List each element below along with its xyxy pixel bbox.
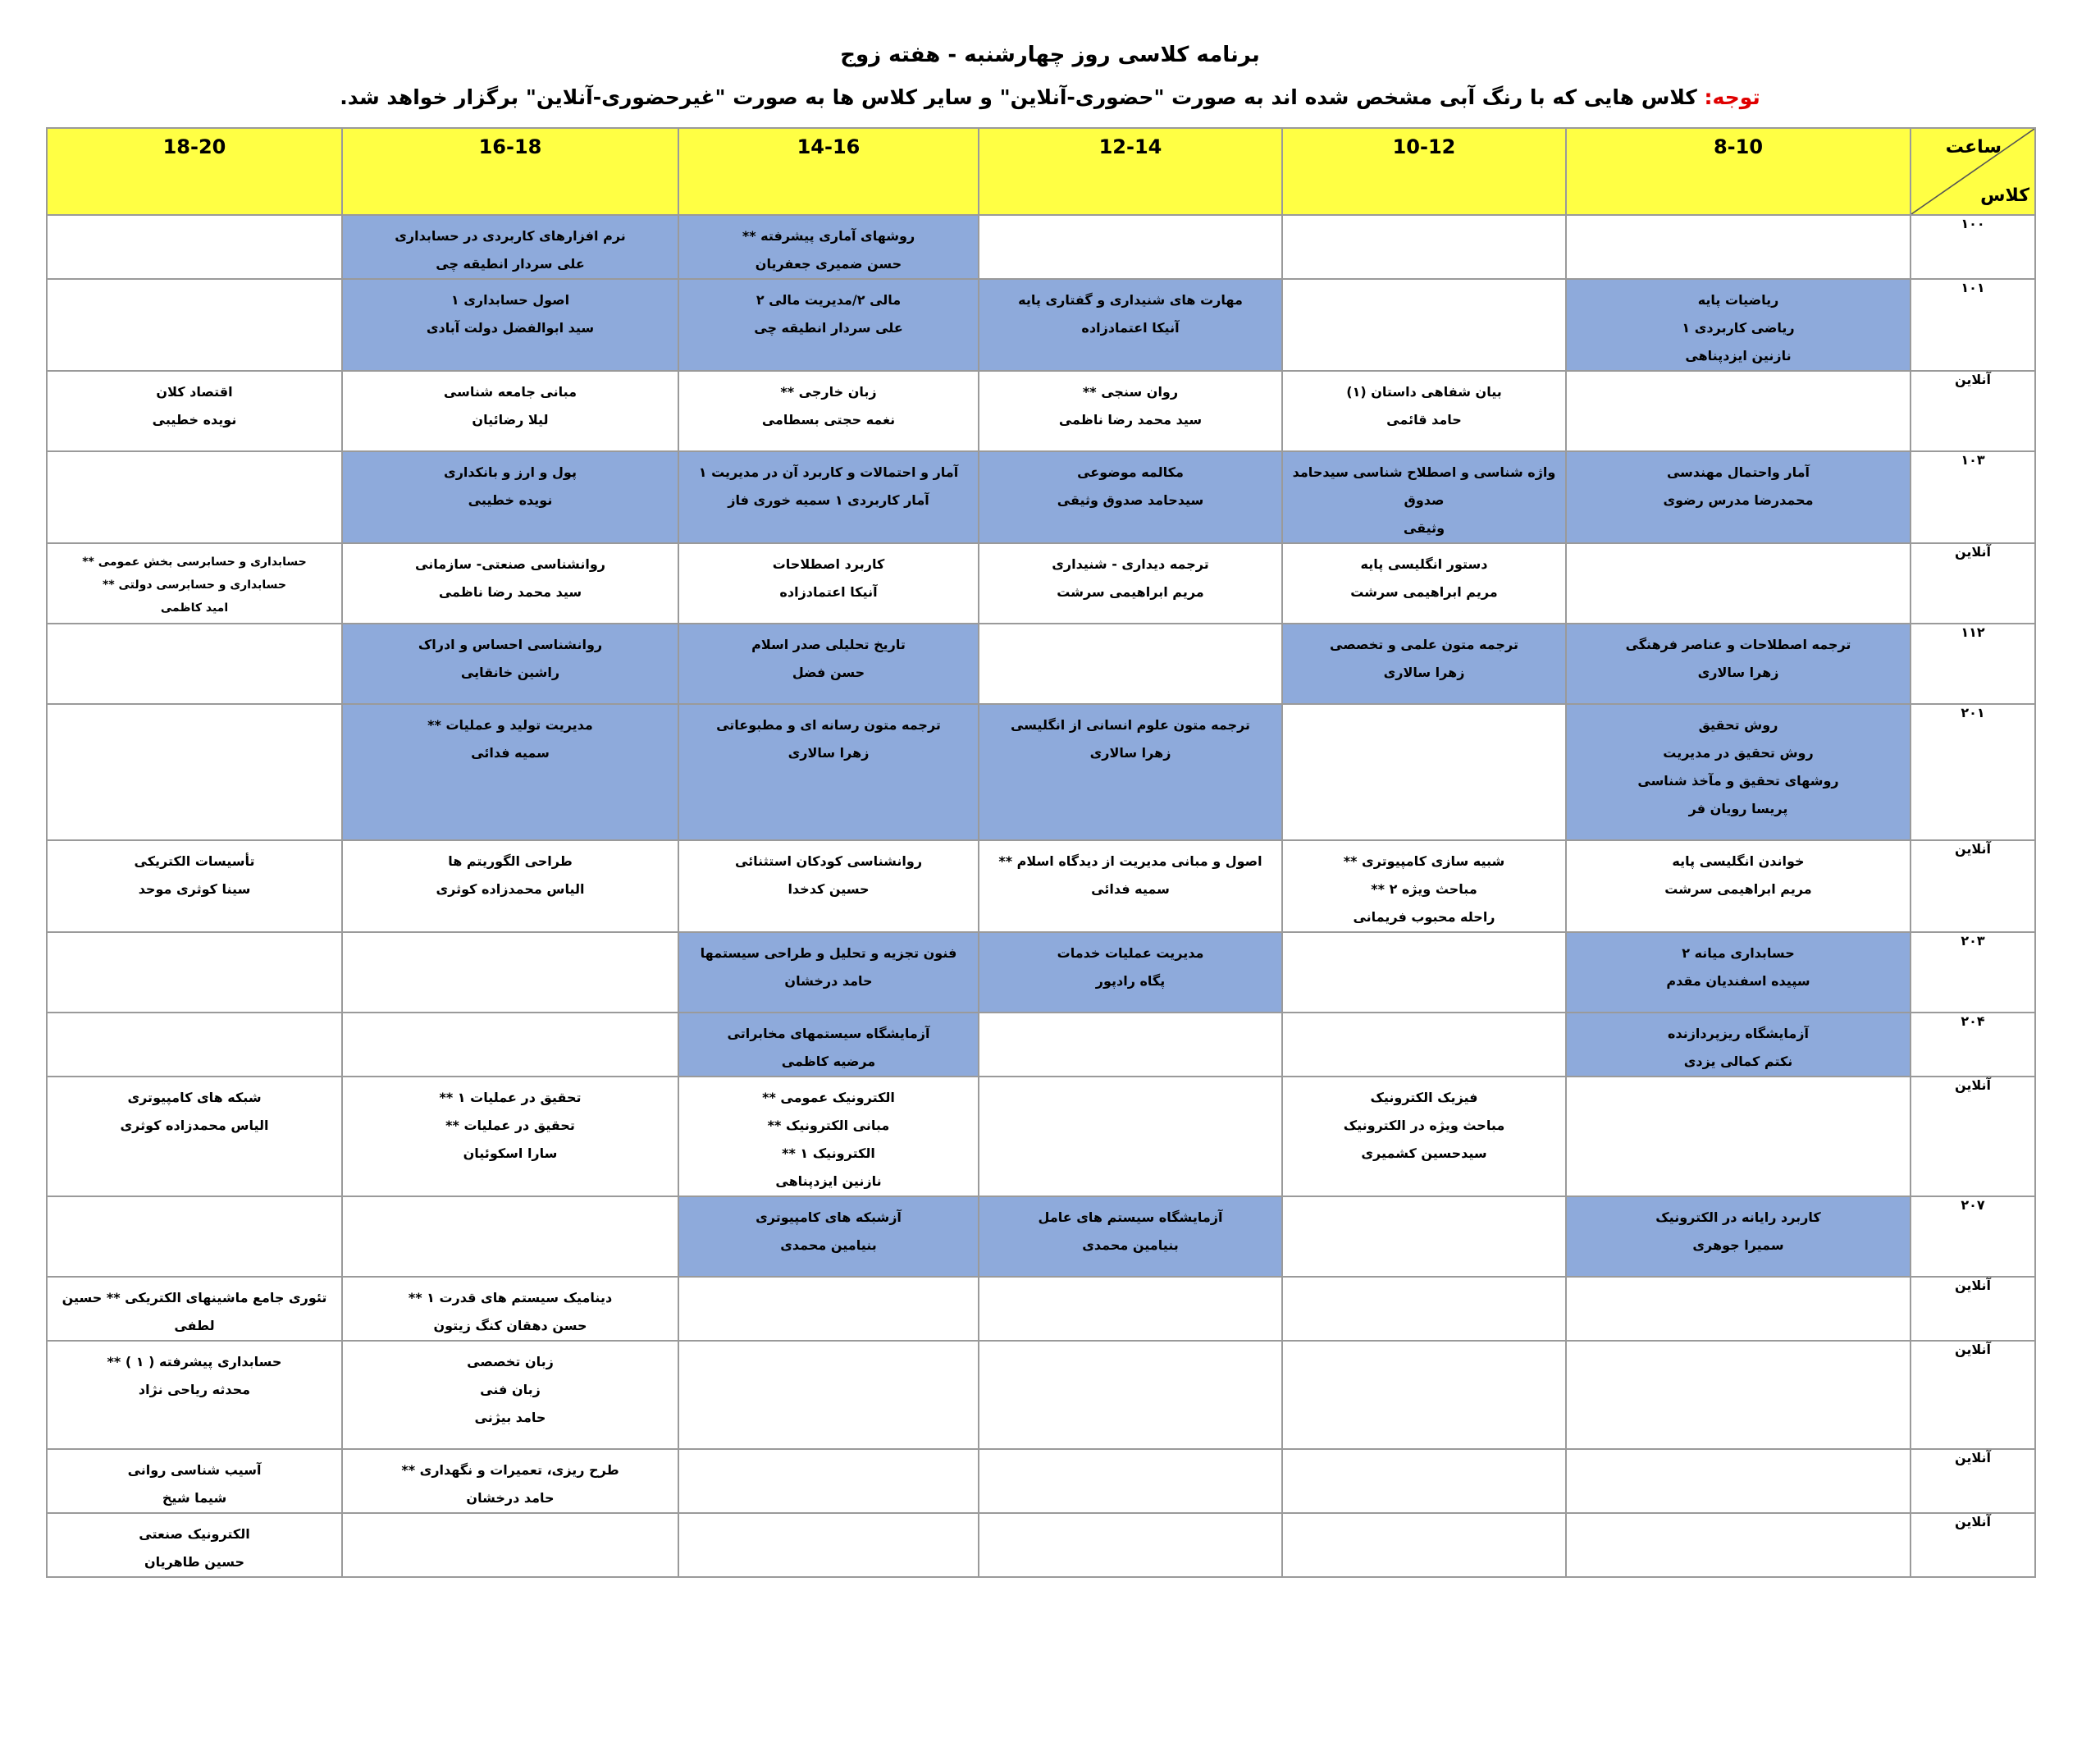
schedule-row	[47, 1449, 2035, 1513]
class-cell	[47, 371, 342, 451]
class-cell	[1566, 1077, 1911, 1196]
instructor-line: حامد بیژنی	[474, 1410, 546, 1425]
course-line: ترجمه دیداری - شنیداری	[1052, 556, 1209, 572]
instructor-line: حامد درخشان	[784, 973, 873, 989]
instructor-line: سینا کوثری موحد	[138, 881, 251, 897]
schedule-table	[46, 127, 2036, 1578]
class-cell	[47, 279, 342, 371]
course-line: طراحی الگوریتم ها	[448, 853, 573, 869]
notice	[0, 85, 2100, 109]
schedule-row	[47, 371, 2035, 451]
schedule-row	[47, 840, 2035, 932]
instructor-line: حامد قائمی	[1386, 412, 1462, 427]
class-cell	[979, 215, 1282, 279]
course-line: ترجمه اصطلاحات و عناصر فرهنگی	[1625, 637, 1851, 652]
instructor-line: راشین خانقایی	[460, 665, 560, 680]
class-cell	[342, 215, 678, 279]
class-cell	[678, 279, 979, 371]
class-cell	[678, 932, 979, 1013]
notice-label: توجه:	[1704, 85, 1760, 109]
class-cell	[47, 215, 342, 279]
class-cell	[979, 1449, 1282, 1513]
instructor-line: شیما شیخ	[162, 1490, 227, 1506]
course-line: ترجمه متون علوم انسانی از انگلیسی	[1010, 717, 1251, 733]
course-line: روش تحقیق	[1698, 717, 1778, 733]
class-cell	[1282, 932, 1566, 1013]
schedule-row	[47, 932, 2035, 1013]
instructor-line: زهرا سالاری	[1697, 665, 1779, 680]
instructor-line: نازنین ایزدپناهی	[775, 1173, 882, 1189]
page-title: برنامه کلاسی روز چهارشنبه - هفته زوج	[840, 43, 1260, 67]
class-cell	[342, 932, 678, 1013]
class-cell	[1282, 543, 1566, 624]
class-cell	[1282, 451, 1566, 543]
class-cell	[1282, 371, 1566, 451]
class-cell	[1566, 1341, 1911, 1449]
instructor-line: حسن ضمیری جعفریان	[755, 256, 902, 272]
instructor-line: سید محمد رضا ناظمی	[1058, 412, 1203, 427]
class-cell	[342, 1513, 678, 1577]
instructor-line: علی سردار انطیقه چی	[436, 256, 585, 272]
class-cell	[47, 1013, 342, 1077]
class-cell	[47, 543, 342, 624]
schedule-row	[47, 624, 2035, 704]
course-line: طرح ریزی، تعمیرات و نگهداری **	[401, 1462, 619, 1478]
course-line: کاربرد اصطلاحات	[772, 556, 885, 572]
instructor-line: آنیکا اعتمادزاده	[1081, 320, 1180, 336]
course-line: اصول حسابداری ۱	[450, 292, 570, 308]
instructor-line: پریسا رویان فر	[1688, 801, 1788, 816]
course-line: آزشبکه های کامپیوتری	[756, 1209, 902, 1225]
course-line: روانشناسی صنعتی- سازمانی	[415, 556, 605, 572]
class-cell	[342, 1077, 678, 1196]
course-line: مباحث ویژه در الکترونیک	[1343, 1118, 1505, 1133]
class-cell	[1566, 1277, 1911, 1341]
instructor-line: نویده خطیبی	[152, 412, 237, 427]
room-label: ۲۰۷	[1911, 1196, 2035, 1277]
class-cell	[678, 1077, 979, 1196]
schedule-row	[47, 1196, 2035, 1277]
course-line: آزمایشگاه ریزپردازنده	[1668, 1026, 1809, 1041]
class-cell	[1566, 451, 1911, 543]
instructor-line: راحله محبوب فریمانی	[1353, 909, 1495, 925]
course-line: روانشناسی کودکان استثنائی	[734, 853, 923, 869]
room-label: آنلاین	[1911, 371, 2035, 451]
class-cell	[678, 1277, 979, 1341]
slot-header: 16-18	[342, 128, 678, 215]
course-line: کاربرد رایانه در الکترونیک	[1655, 1209, 1821, 1225]
class-cell	[1566, 215, 1911, 279]
instructor-line: حسین کدخدا	[788, 881, 870, 897]
instructor-line: مریم ابراهیمی سرشت	[1057, 584, 1204, 600]
class-cell	[342, 840, 678, 932]
class-cell	[1566, 371, 1911, 451]
course-line: آمار و احتمالات و کاربرد آن در مدیریت ۱	[698, 464, 959, 480]
course-line: آمار واحتمال مهندسی	[1666, 464, 1810, 480]
room-label: ۱۱۲	[1911, 624, 2035, 704]
instructor-line: سارا اسکوئیان	[463, 1145, 558, 1161]
class-cell	[979, 1196, 1282, 1277]
class-cell	[1566, 1449, 1911, 1513]
class-cell	[979, 371, 1282, 451]
schedule-row	[47, 543, 2035, 624]
class-cell	[979, 279, 1282, 371]
instructor-line: سیدحامد صدوق وثیقی	[1057, 492, 1204, 508]
class-cell	[47, 1196, 342, 1277]
instructor-line: نویده خطیبی	[468, 492, 553, 508]
slot-header: 10-12	[1282, 128, 1566, 215]
class-cell	[1566, 1013, 1911, 1077]
instructor-line: امید کاظمی	[160, 601, 229, 615]
class-cell	[47, 840, 342, 932]
course-line: زبان تخصصی	[467, 1354, 554, 1369]
course-line: روانشناسی احساس و ادراک	[418, 637, 603, 652]
course-line: فیزیک الکترونیک	[1370, 1090, 1478, 1105]
schedule-row	[47, 1013, 2035, 1077]
course-line: حسابداری پیشرفته ( ۱ ) **	[107, 1354, 282, 1369]
instructor-line: وثیقی	[1403, 520, 1445, 536]
course-line: آزمایشگاه سیستم های عامل	[1038, 1209, 1223, 1225]
course-line: بیان شفاهی داستان (۱)	[1346, 384, 1502, 400]
course-line: اقتصاد کلان	[156, 384, 233, 400]
instructor-line: محدثه ریاحی نژاد	[138, 1382, 251, 1397]
class-cell	[1282, 624, 1566, 704]
slot-header: 12-14	[979, 128, 1282, 215]
class-cell	[979, 624, 1282, 704]
schedule-row	[47, 215, 2035, 279]
class-cell	[342, 624, 678, 704]
course-line: روش تحقیق در مدیریت	[1663, 745, 1814, 761]
class-cell	[678, 215, 979, 279]
class-cell	[342, 279, 678, 371]
course-line: مدیریت عملیات خدمات	[1057, 945, 1204, 961]
class-cell	[979, 1513, 1282, 1577]
class-cell	[1282, 704, 1566, 840]
class-cell	[979, 840, 1282, 932]
room-label: آنلاین	[1911, 1513, 2035, 1577]
room-label: آنلاین	[1911, 1449, 2035, 1513]
class-cell	[342, 543, 678, 624]
instructor-line: مرضیه کاظمی	[781, 1054, 876, 1069]
course-line: تأسیسات الکتریکی	[134, 853, 255, 869]
class-cell	[1566, 1513, 1911, 1577]
room-label: ۱۰۱	[1911, 279, 2035, 371]
course-line: الکترونیک عمومی **	[762, 1090, 895, 1105]
schedule-row	[47, 1513, 2035, 1577]
instructor-line: نغمه حجتی بسطامی	[761, 412, 896, 427]
course-line: مدیریت تولید و عملیات **	[427, 717, 593, 733]
instructor-line: مریم ابراهیمی سرشت	[1664, 881, 1812, 897]
class-cell	[1282, 279, 1566, 371]
schedule-row	[47, 279, 2035, 371]
course-line: حسابداری و حسابرسی بخش عمومی **	[82, 555, 307, 569]
schedule-row	[47, 1277, 2035, 1341]
instructor-line: سمیه فدائی	[1091, 881, 1170, 897]
class-cell	[979, 932, 1282, 1013]
class-cell	[1282, 1077, 1566, 1196]
instructor-line: علی سردار انطیقه چی	[754, 320, 903, 336]
course-line: فنون تجزیه و تحلیل و طراحی سیستمها	[700, 945, 957, 961]
instructor-line: پگاه رادپور	[1095, 973, 1166, 989]
class-cell	[1566, 704, 1911, 840]
class-cell	[342, 1013, 678, 1077]
class-cell	[979, 451, 1282, 543]
class-cell	[342, 371, 678, 451]
class-cell	[678, 543, 979, 624]
class-cell	[1282, 1277, 1566, 1341]
course-line: روشهای تحقیق و مآخذ شناسی	[1637, 773, 1839, 789]
course-line: خواندن انگلیسی پایه	[1672, 853, 1805, 869]
class-cell	[47, 451, 342, 543]
schedule-row	[47, 451, 2035, 543]
instructor-line: سمیرا جوهری	[1692, 1237, 1784, 1253]
instructor-line: سید ابوالفضل دولت آبادی	[426, 320, 595, 336]
room-label: ۱۰۳	[1911, 451, 2035, 543]
class-cell	[678, 1513, 979, 1577]
instructor-line: لیلا رضائیان	[472, 412, 549, 427]
class-cell	[1566, 1196, 1911, 1277]
room-label: آنلاین	[1911, 840, 2035, 932]
course-line: دستور انگلیسی پایه	[1360, 556, 1488, 572]
class-cell	[678, 624, 979, 704]
room-label: آنلاین	[1911, 1341, 2035, 1449]
class-cell	[1282, 1013, 1566, 1077]
course-line: حسابداری میانه ۲	[1682, 945, 1795, 961]
class-cell	[979, 1277, 1282, 1341]
instructor-line: سیدحسین کشمیری	[1361, 1145, 1487, 1161]
class-cell	[1282, 1341, 1566, 1449]
course-line: ترجمه متون رسانه ای و مطبوعاتی	[716, 717, 941, 733]
instructor-line: بنیامین محمدی	[780, 1237, 877, 1253]
course-line: تحقیق در عملیات **	[445, 1118, 575, 1133]
instructor-line: آنیکا اعتمادزاده	[779, 584, 878, 600]
room-label: آنلاین	[1911, 1277, 2035, 1341]
instructor-line: سمیه فدائی	[471, 745, 550, 761]
class-cell	[979, 704, 1282, 840]
course-line: تحقیق در عملیات ۱ **	[439, 1090, 582, 1105]
class-cell	[678, 1013, 979, 1077]
course-line: روان سنجی **	[1082, 384, 1179, 400]
course-line: شبیه سازی کامپیوتری **	[1343, 853, 1505, 869]
schedule-row	[47, 704, 2035, 840]
header-row	[47, 128, 2035, 215]
class-cell	[47, 704, 342, 840]
class-cell	[342, 451, 678, 543]
corner-header	[1911, 128, 2035, 215]
class-cell	[1566, 840, 1911, 932]
instructor-line: زهرا سالاری	[788, 745, 870, 761]
class-cell	[47, 1341, 342, 1449]
room-label: ۱۰۰	[1911, 215, 2035, 279]
course-line: آزمایشگاه سیستمهای مخابراتی	[727, 1026, 930, 1041]
course-line: مکالمه موضوعی	[1077, 464, 1184, 480]
corner-hour-label: ساعت	[1945, 137, 2002, 158]
course-line: آسیب شناسی روانی	[127, 1462, 262, 1478]
class-cell	[1282, 1449, 1566, 1513]
class-cell	[47, 1277, 342, 1341]
course-line: مهارت های شنیداری و گفتاری پایه	[1018, 292, 1243, 308]
instructor-line: حسن دهقان کنگ زیتون	[433, 1318, 587, 1333]
course-line: اصول و مبانی مدیریت از دیدگاه اسلام **	[998, 853, 1262, 869]
class-cell	[47, 932, 342, 1013]
room-label: ۲۰۴	[1911, 1013, 2035, 1077]
course-line: زبان خارجی **	[780, 384, 877, 400]
class-cell	[342, 1196, 678, 1277]
class-cell	[1566, 543, 1911, 624]
instructor-line: آمار کاربردی ۱ سمیه خوری فاز	[728, 492, 929, 508]
class-cell	[342, 1341, 678, 1449]
notice-text: کلاس هایی که با رنگ آبی مشخص شده اند به صورت "حضوری-آنلاین" و سایر کلاس ها به صورت "غیرحضوری-آنلاین" برگزار خواهد شد.	[340, 85, 1705, 109]
room-label: آنلاین	[1911, 1077, 2035, 1196]
course-line: مالی ۲/مدیریت مالی ۲	[756, 292, 902, 308]
course-line: حسابداری و حسابرسی دولتی **	[103, 578, 286, 592]
instructor-line: نازنین ایزدپناهی	[1685, 348, 1792, 363]
instructor-line: سپیده اسفندیان مقدم	[1666, 973, 1810, 989]
instructor-line: نکتم کمالی یزدی	[1683, 1054, 1793, 1069]
course-line: تاریخ تحلیلی صدر اسلام	[751, 637, 906, 652]
instructor-line: مریم ابراهیمی سرشت	[1350, 584, 1498, 600]
class-cell	[47, 1449, 342, 1513]
class-cell	[47, 1513, 342, 1577]
course-line: ریاضی کاربردی ۱	[1682, 320, 1795, 336]
class-cell	[678, 1196, 979, 1277]
class-cell	[678, 1449, 979, 1513]
class-cell	[1282, 215, 1566, 279]
instructor-line: بنیامین محمدی	[1082, 1237, 1179, 1253]
course-line: ریاضیات پایه	[1697, 292, 1779, 308]
slot-header: 8-10	[1566, 128, 1911, 215]
course-line: پول و ارز و بانکداری	[444, 464, 577, 480]
course-line: نرم افزارهای کاربردی در حسابداری	[395, 228, 626, 244]
class-cell	[979, 543, 1282, 624]
course-line: مبانی جامعه شناسی	[443, 384, 578, 400]
instructor-line: الیاس محمدزاده کوثری	[436, 881, 585, 897]
class-cell	[1282, 1196, 1566, 1277]
schedule-row	[47, 1341, 2035, 1449]
course-line: ترجمه متون علمی و تخصصی	[1330, 637, 1518, 652]
class-cell	[1566, 932, 1911, 1013]
class-cell	[979, 1077, 1282, 1196]
class-cell	[678, 451, 979, 543]
course-line: زبان فنی	[480, 1382, 541, 1397]
instructor-line: زهرا سالاری	[1089, 745, 1171, 761]
course-line: الکترونیک ۱ **	[782, 1145, 875, 1161]
instructor-line: حامد درخشان	[466, 1490, 555, 1506]
class-cell	[979, 1341, 1282, 1449]
room-label: ۲۰۳	[1911, 932, 2035, 1013]
class-cell	[342, 704, 678, 840]
class-cell	[342, 1449, 678, 1513]
class-cell	[342, 1277, 678, 1341]
instructor-line: محمدرضا مدرس رضوی	[1663, 492, 1814, 508]
instructor-line: الیاس محمدزاده کوثری	[120, 1118, 269, 1133]
class-cell	[47, 624, 342, 704]
instructor-line: حسین طاهریان	[144, 1554, 245, 1570]
course-line: دینامیک سیستم های قدرت ۱ **	[408, 1290, 613, 1305]
corner-class-label: کلاس	[1980, 185, 2029, 206]
instructor-line: سید محمد رضا ناظمی	[438, 584, 582, 600]
class-cell	[678, 371, 979, 451]
class-cell	[1282, 840, 1566, 932]
course-line: شبکه های کامپیوتری	[127, 1090, 262, 1105]
course-line: مبانی الکترونیک **	[767, 1118, 890, 1133]
class-cell	[1566, 279, 1911, 371]
instructor-line: زهرا سالاری	[1383, 665, 1465, 680]
class-cell	[678, 840, 979, 932]
room-label: آنلاین	[1911, 543, 2035, 624]
slot-header: 18-20	[47, 128, 342, 215]
course-line: تئوری جامع ماشینهای الکتریکی ** حسین لطفی	[62, 1290, 327, 1333]
class-cell	[1282, 1513, 1566, 1577]
course-line: روشهای آماری پیشرفته **	[742, 228, 915, 244]
schedule-row	[47, 1077, 2035, 1196]
class-cell	[47, 1077, 342, 1196]
class-cell	[979, 1013, 1282, 1077]
class-cell	[678, 1341, 979, 1449]
room-label: ۲۰۱	[1911, 704, 2035, 840]
slot-header: 14-16	[678, 128, 979, 215]
course-line: مباحث ویژه ۲ **	[1371, 881, 1477, 897]
course-line: واژه شناسی و اصطلاح شناسی سیدحامد صدوق	[1292, 464, 1556, 508]
course-line: الکترونیک صنعتی	[139, 1526, 250, 1542]
class-cell	[678, 704, 979, 840]
instructor-line: حسن فضل	[792, 665, 865, 680]
class-cell	[1566, 624, 1911, 704]
